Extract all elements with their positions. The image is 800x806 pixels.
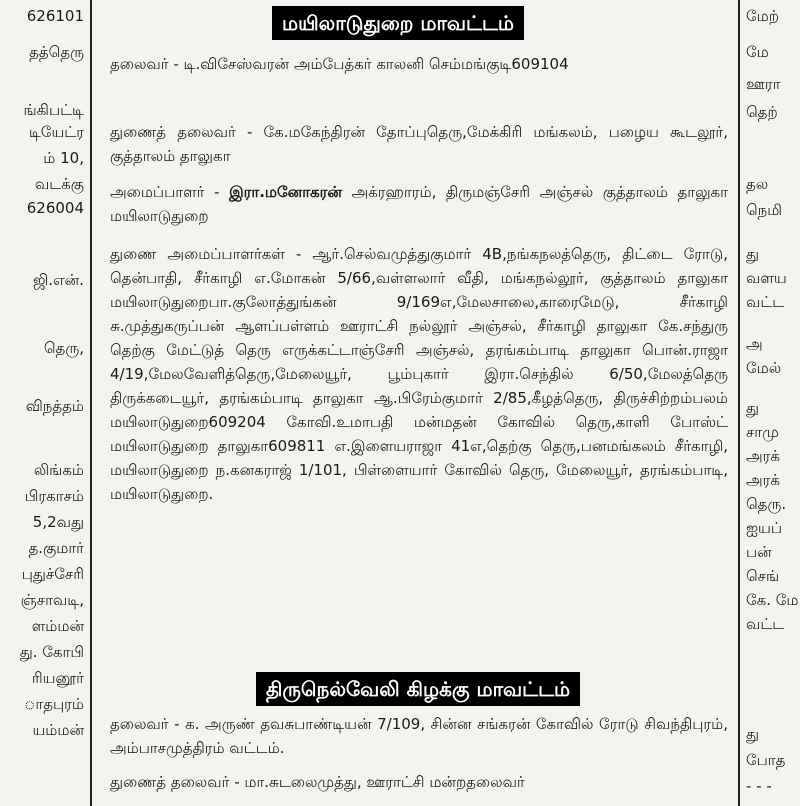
right-fragment: அரக் <box>746 471 781 489</box>
right-fragment: மேற் <box>746 7 779 25</box>
left-fragment: விநத்தம் <box>25 397 84 415</box>
right-fragment: சாமு <box>746 423 779 441</box>
left-fragment: யம்மன் <box>32 721 84 739</box>
right-fragment: தெரு. <box>746 495 787 513</box>
right-fragment: - - - <box>746 777 772 795</box>
organizer-label: அமைப்பாளர் - <box>110 183 220 201</box>
left-column <box>0 0 88 806</box>
right-fragment: மே <box>746 43 769 61</box>
right-fragment: வளய <box>746 269 787 287</box>
section-heading: மயிலாடுதுறை மாவட்டம் <box>272 6 524 40</box>
left-fragment: ஜி.என். <box>32 271 84 289</box>
vice-president-entry: துணைத் தலைவர் - மா.சுடலைமுத்து, ஊராட்சி மன்றதலைவர் <box>110 773 525 791</box>
right-fragment: போத <box>746 751 786 769</box>
right-fragment: து <box>746 245 760 263</box>
right-fragment: பன் <box>746 543 772 561</box>
left-fragment: ஞ்சாவடி, <box>20 591 84 609</box>
left-fragment: 5,2வது <box>32 513 84 531</box>
president-entry: தலைவர் - டி.விசேஸ்வரன் அம்பேத்கர் காலனி செம்மங்குடி609104 <box>110 55 569 73</box>
left-fragment: 626101 <box>26 7 84 25</box>
left-fragment: லிங்கம் <box>33 461 84 479</box>
right-fragment: ஐயப் <box>746 519 783 537</box>
right-fragment: செங் <box>746 567 780 585</box>
right-fragment: து <box>746 725 760 743</box>
column-divider <box>738 0 740 806</box>
left-fragment: த.குமார் <box>28 539 84 557</box>
left-fragment: 626004 <box>26 199 84 217</box>
left-fragment: புதுச்சேரி <box>21 565 84 583</box>
left-fragment: ாதபுரம் <box>23 695 84 713</box>
left-fragment: பிரகாசம் <box>24 487 84 505</box>
right-fragment: தல <box>746 175 769 193</box>
right-fragment: நெமி <box>746 201 783 219</box>
right-fragment: ஊரா <box>746 75 781 93</box>
right-column <box>742 0 800 806</box>
left-fragment: ரியனூர் <box>31 669 84 687</box>
left-fragment: து. கோபி <box>19 643 84 661</box>
left-fragment: டியேட்ர <box>28 123 84 141</box>
right-fragment: அ <box>746 335 763 353</box>
right-fragment: வட்ட <box>746 615 785 633</box>
right-fragment: அரக் <box>746 447 781 465</box>
section-heading: திருநெல்வேலி கிழக்கு மாவட்டம் <box>256 672 580 706</box>
right-fragment: வட்ட <box>746 293 785 311</box>
right-fragment: து <box>746 399 760 417</box>
left-fragment: வடக்கு <box>34 175 84 193</box>
vice-president-entry: துணைத் தலைவர் - கே.மகேந்திரன் தோப்புதெரு,மேக்கிரி மங்கலம், பழைய கூடலூர், குத்தாலம் தாலுகா <box>110 123 728 165</box>
column-divider <box>90 0 92 806</box>
right-fragment: மேல் <box>746 359 782 377</box>
left-fragment: தெரு, <box>43 339 84 357</box>
right-fragment: தெற் <box>746 103 778 121</box>
right-fragment: கே. மே <box>746 591 799 609</box>
deputy-organizers-entry: துணை அமைப்பாளர்கள் - ஆர்.செல்வமுத்துகுமார் 4B,நங்கநலத்தெரு, திட்டை ரோடு, தென்பாதி, சீர்காழி எ.மோகன் 5/66,வள்ளலார் வீதி, மங்கநல்லூர், குத்தாலம் தாலுகா மயிலாடுதுறைபா.குலோத்துங்கன் 9/169எ,மேலசாலை,காரைமேடு, சீர்காழி சு.முத்துகருப்பன் ஆளப்பள்ளம் ஊராட்சி நல்லூர் அஞ்சல், சீர்காழி தாலுகா கே.சந்துரு தெற்கு மேட்டுத் தெரு எருக்கட்டாஞ்சேரி அஞ்சல், தரங்கம்பாடி தாலுகா பொன்.ராஜா 4/19,மேலவேளித்தெரு,மேலையூர், பூம்புகார் இரா.செந்தில் 6/50,மேலத்தெரு திருக்கடையூர், தரங்கம்பாடி தாலுகா ஆ.பிரேம்குமார் 2/85,கீழத்தெரு, திருச்சிற்றம்பலம் மயிலாடுதுறை609204 கோவி.உமாபதி மன்மதன் கோவில் தெரு,காளி போஸ்ட் மயிலாடுதுறை தாலுகா609811 எ.இளையராஜா 41எ,தெற்கு தெரு,பனமங்கலம் சீர்காழி, மயிலாடுதுறை ந.கனகராஜ் 1/101, பிள்ளையார் கோவில் தெரு, மேலையூர், தரங்கம்பாடி, மயிலாடுதுறை. <box>110 245 728 503</box>
organizer-name: இரா.மனோகரன் <box>229 183 342 201</box>
left-fragment: ளம்மன் <box>31 617 84 635</box>
president-entry: தலைவர் - க. அருண் தவசுபாண்டியன் 7/109, சின்ன சங்கரன் கோவில் ரோடு சிவந்திபுரம், அம்பாசமுத்திரம் வட்டம். <box>110 715 728 757</box>
left-fragment: ம் 10, <box>43 149 84 167</box>
left-fragment: ங்கிபட்டி <box>23 101 84 119</box>
organizer-address: அக்ரஹாரம், திருமஞ்சேரி அஞ்சல் குத்தாலம் தாலுகா மயிலாடுதுறை <box>110 183 728 225</box>
organizer-entry <box>110 180 728 228</box>
main-column <box>96 0 736 806</box>
left-fragment: தத்தெரு <box>29 43 84 61</box>
